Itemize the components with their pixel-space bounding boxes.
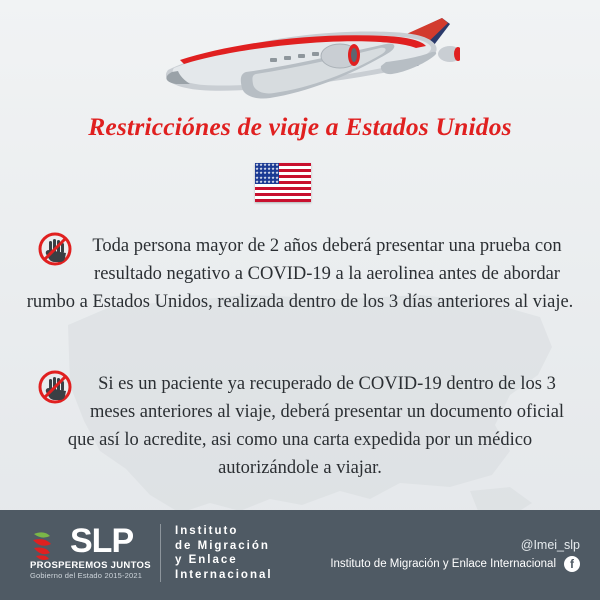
slp-tagline: PROSPEREMOS JUNTOS bbox=[30, 560, 151, 571]
flag-canton: ★ ★ ★ ★ ★ ★ ★ ★ ★ ★ ★ ★ ★ ★ ★ ★ ★ ★ ★ ★ ★ ★ ★ ★ ★ ★ ★ ★ ★ ★ bbox=[255, 163, 279, 184]
no-hand-prohibition-icon bbox=[38, 232, 72, 266]
institute-name bbox=[160, 524, 273, 582]
no-hand-prohibition-icon bbox=[38, 370, 72, 404]
social-handle[interactable]: @Imei_slp bbox=[520, 538, 580, 552]
page-title: Restricciónes de viaje a Estados Unidos bbox=[88, 112, 512, 141]
institute-line-2: de Migración bbox=[175, 539, 270, 552]
facebook-icon[interactable]: f bbox=[564, 556, 580, 572]
org-line bbox=[330, 556, 580, 572]
flag-stripe bbox=[255, 199, 311, 202]
united-states-flag bbox=[255, 163, 311, 202]
slp-logo-mark bbox=[30, 528, 64, 562]
restriction-item-2 bbox=[24, 370, 576, 482]
org-name: Instituto de Migración y Enlace Internacional bbox=[330, 558, 556, 570]
institute-line-3: y Enlace bbox=[175, 554, 238, 566]
restriction-item-1 bbox=[24, 232, 576, 316]
footer-bar bbox=[0, 510, 600, 600]
airplane-illustration bbox=[150, 10, 460, 110]
institute-line-4: Internacional bbox=[175, 568, 273, 581]
restriction-text-2: Si es un paciente ya recuperado de COVID-19 dentro de los 3 meses anteriores al viaje, deberá presentar un documento oficial que así lo acredite, asi como una carta expedida por un médico autorizándole a viajar. bbox=[67, 374, 565, 478]
slp-wordmark: SLP bbox=[70, 522, 134, 560]
institute-line-1: Instituto bbox=[175, 525, 239, 537]
slp-subtagline: Gobierno del Estado 2015-2021 bbox=[30, 571, 143, 580]
social-block bbox=[330, 538, 580, 572]
restriction-text-1: Toda persona mayor de 2 años deberá presentar una prueba con resultado negativo a COVID-19 a la aerolinea antes de abordar rumbo a Estados Unidos, realizada dentro de los 3 días anteriores al viaje. bbox=[26, 236, 574, 312]
